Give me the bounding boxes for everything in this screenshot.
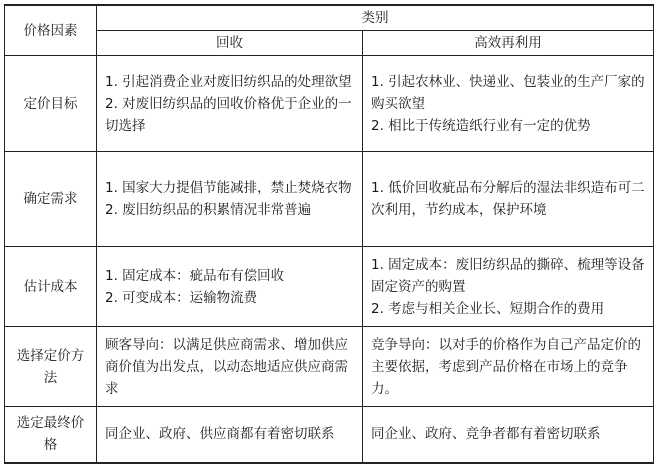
- header-factor: 价格因素: [5, 5, 97, 56]
- list-item: 顾客导向：以满足供应商需求、增加供应商价值为出发点，以动态地适应供应商需求: [105, 336, 348, 397]
- header-reuse: 高效再利用: [363, 31, 654, 56]
- list-item: 1. 引起农林业、快递业、包装业的生产厂家的购买欲望: [371, 73, 645, 112]
- header-category: 类别: [97, 5, 654, 31]
- pricing-table: [4, 4, 654, 464]
- list-item: 竞争导向：以对手的价格作为自己产品定价的主要依据，考虑到产品价格在市场上的竞争力。: [371, 336, 641, 397]
- header-recycle: 回收: [97, 31, 363, 56]
- reuse-cell: [363, 152, 654, 247]
- list-item: 1. 引起消费企业对废旧纺织品的处理欲望: [105, 73, 352, 90]
- row-factor: 定价目标: [5, 56, 97, 152]
- list-item: 1. 固定成本：废旧纺织品的撕碎、梳理等设备固定资产的购置: [371, 256, 645, 295]
- reuse-cell: [363, 407, 654, 463]
- table-row: [5, 152, 654, 247]
- row-factor: 估计成本: [5, 247, 97, 327]
- list-item: 1. 低价回收疵品布分解后的湿法非织造布可二次利用，节约成本，保护环境: [371, 180, 645, 218]
- row-factor: 选择定价方法: [5, 327, 97, 407]
- list-item: 2. 对废旧纺织品的回收价格优于企业的一切选择: [105, 95, 352, 134]
- list-item: 2. 相比于传统造纸行业有一定的优势: [371, 117, 591, 134]
- list-item: 同企业、政府、竞争者都有着密切联系: [371, 426, 601, 443]
- reuse-cell: [363, 247, 654, 327]
- row-factor: 确定需求: [5, 152, 97, 247]
- recycle-cell: [97, 247, 363, 327]
- row-factor: 选定最终价格: [5, 407, 97, 463]
- table-row: [5, 407, 654, 463]
- recycle-cell: [97, 56, 363, 152]
- list-item: 1. 固定成本：疵品布有偿回收: [105, 267, 285, 284]
- list-item: 2. 废旧纺织品的积累情况非常普遍: [105, 202, 312, 218]
- list-item: 1. 国家大力提倡节能减排，禁止焚烧衣物: [105, 180, 352, 196]
- table-row: [5, 247, 654, 327]
- table-row: [5, 327, 654, 407]
- recycle-cell: [97, 407, 363, 463]
- reuse-cell: [363, 56, 654, 152]
- table-row: [5, 56, 654, 152]
- list-item: 同企业、政府、供应商都有着密切联系: [105, 426, 335, 443]
- list-item: 2. 可变成本：运输物流费: [105, 289, 258, 306]
- recycle-cell: [97, 327, 363, 407]
- reuse-cell: [363, 327, 654, 407]
- list-item: 2. 考虑与相关企业长、短期合作的费用: [371, 300, 605, 317]
- recycle-cell: [97, 152, 363, 247]
